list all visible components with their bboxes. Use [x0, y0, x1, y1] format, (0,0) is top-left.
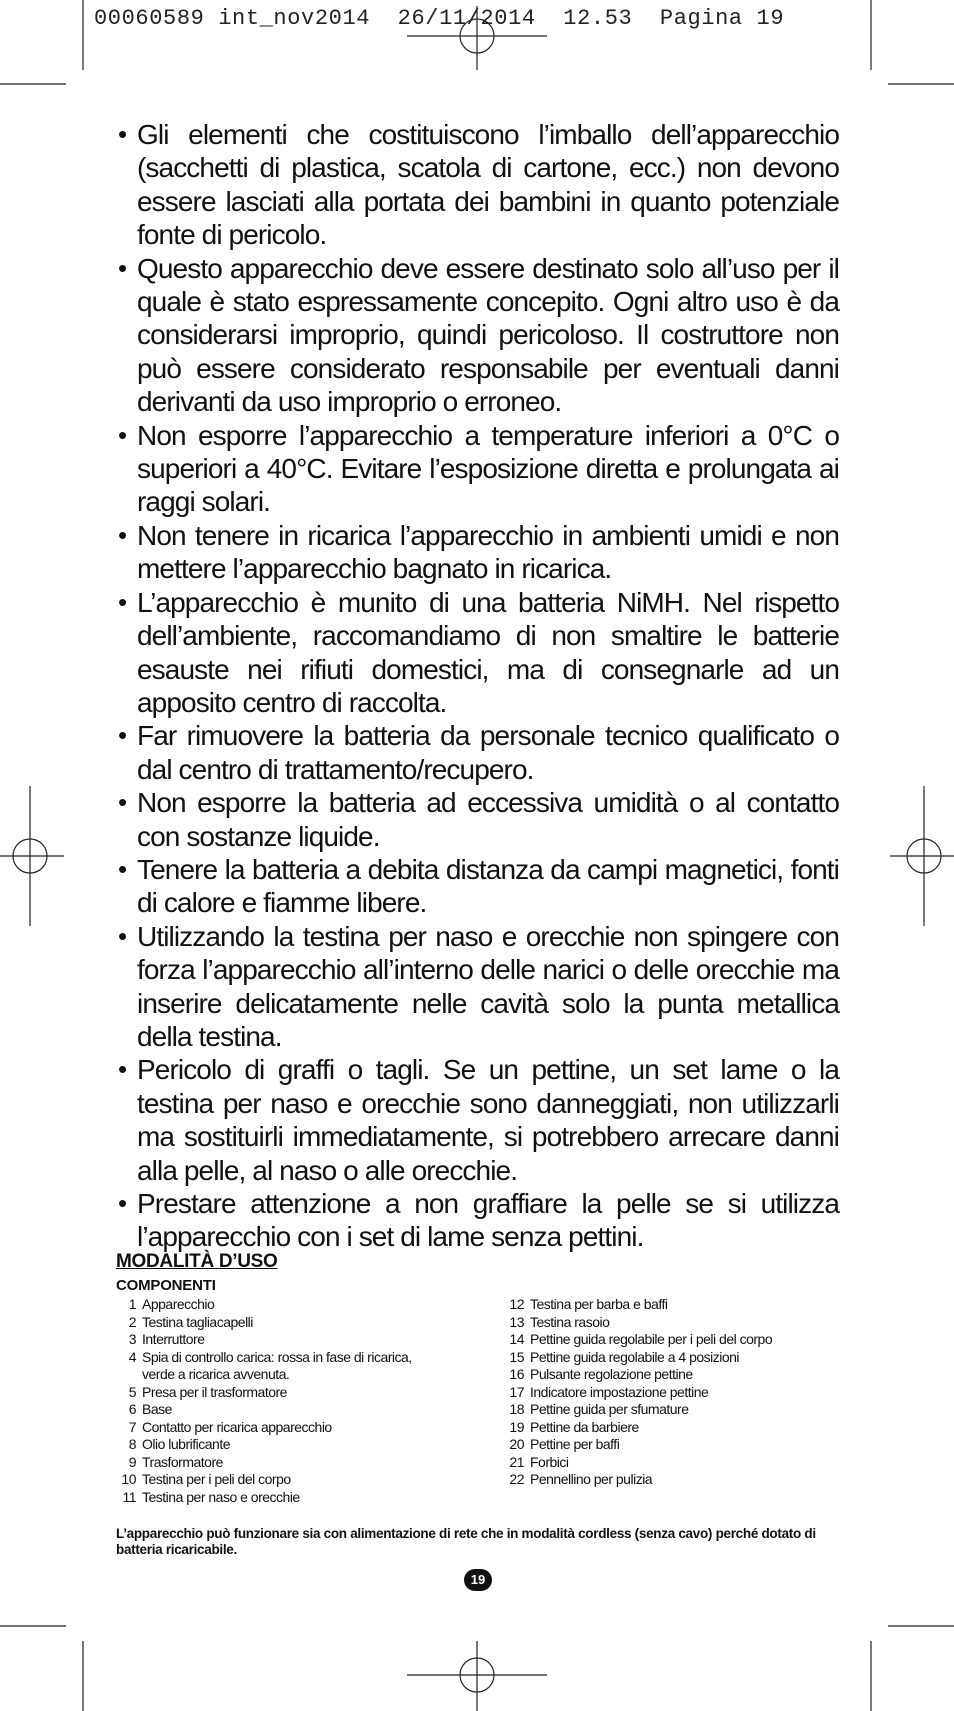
components-list-right: [500, 1296, 840, 1489]
bullet-item: • Prestare attenzione a non graffiare la pelle se si utilizza l’apparecchio con i set di lame senza pettini.: [118, 1188, 839, 1253]
bullet-item: • Pericolo di graffi o tagli. Se un pettine, un set lame o la testina per naso e orecchie sono danneggiati, non utilizzarli ma sostituirli immediatamente, si potrebbero arrecare danni alla pelle, al naso o alle orecchie.: [118, 1054, 839, 1186]
component-item: 21 Forbici: [509, 1453, 569, 1470]
cordless-note: L’apparecchio può funzionare sia con alimentazione di rete che in modalità cordless (senza cavo) perché dotato di batteria ricaricabile.: [116, 1526, 816, 1557]
component-item: 12 Testina per barba e baffi: [509, 1296, 668, 1312]
component-item: 16 Pulsante regolazione pettine: [509, 1366, 693, 1382]
component-item: 4 Spia di controllo carica: rossa in fase di ricarica,: [128, 1348, 412, 1365]
component-item: 15 Pettine guida regolabile a 4 posizioni: [509, 1348, 740, 1365]
component-item-continuation: verde a ricarica avvenuta.: [142, 1366, 290, 1382]
slug-time: 12.53: [563, 6, 633, 31]
component-item: 18 Pettine guida per sfumature: [509, 1401, 689, 1417]
bullet-item: • Far rimuovere la batteria da personale tecnico qualificato o dal centro di trattamento/recupero.: [118, 720, 839, 785]
safety-bullet-list: [118, 118, 839, 1254]
component-item: 7 Contatto per ricarica apparecchio: [128, 1418, 332, 1435]
component-item: 8 Olio lubrificante: [128, 1436, 230, 1452]
component-item: 14 Pettine guida regolabile per i peli del corpo: [509, 1331, 773, 1347]
component-item: 11 Testina per naso e orecchie: [122, 1488, 300, 1505]
bullet-item: • Non tenere in ricarica l’apparecchio in ambienti umidi e non mettere l’apparecchio bagnato in ricarica.: [118, 519, 839, 585]
component-item: 17 Indicatore impostazione pettine: [509, 1383, 709, 1400]
bullet-item: • Questo apparecchio deve essere destinato solo all’uso per il quale è stato espressamente concepito. Ogni altro uso è da considerarsi improprio, quindi pericoloso. Il costruttore non può essere considerato responsabile per eventuali danni derivanti da uso improprio o erroneo.: [118, 252, 839, 418]
bullet-item: • L’apparecchio è munito di una batteria NiMH. Nel rispetto dell’ambiente, raccomandiamo di non smaltire le batterie esauste nei rifiuti domestici, ma di consegnarle ad un apposito centro di raccolta.: [118, 586, 839, 718]
component-item: 2 Testina tagliacapelli: [128, 1313, 253, 1330]
component-item: 22 Pennellino per pulizia: [509, 1471, 653, 1487]
page-number-badge: 19: [464, 1569, 492, 1591]
bullet-item: • Non esporre la batteria ad eccessiva umidità o al contatto con sostanze liquide.: [118, 787, 839, 852]
bullet-item: • Non esporre l’apparecchio a temperature inferiori a 0°C o superiori a 40°C. Evitare l’esposizione diretta e prolungata ai raggi solari.: [118, 419, 839, 518]
print-slug-header: [94, 6, 784, 31]
component-item: 13 Testina rasoio: [509, 1313, 610, 1330]
component-item: 1 Apparecchio: [128, 1296, 215, 1312]
slug-file: 00060589 int_nov2014: [94, 6, 371, 31]
component-item: 20 Pettine per baffi: [509, 1436, 620, 1452]
component-item: 3 Interruttore: [128, 1331, 205, 1347]
component-item: 19 Pettine da barbiere: [509, 1418, 639, 1435]
component-item: 10 Testina per i peli del corpo: [121, 1471, 291, 1487]
section-title: MODALITÀ D’USO: [116, 1251, 278, 1272]
components-title: COMPONENTI: [116, 1277, 216, 1294]
bullet-item: • Utilizzando la testina per naso e orecchie non spingere con forza l’apparecchio all’interno delle narici o delle orecchie ma inserire delicatamente nelle cavità solo la punta metallica della testina.: [118, 920, 839, 1052]
bullet-item: • Tenere la batteria a debita distanza da campi magnetici, fonti di calore e fiamme libere.: [118, 853, 839, 919]
components-list-left: [112, 1296, 482, 1506]
bullet-item: • Gli elementi che costituiscono l’imballo dell’apparecchio (sacchetti di plastica, scatola di cartone, ecc.) non devono essere lasciati alla portata dei bambini in quanto potenziale fonte di pericolo.: [118, 119, 839, 251]
slug-date: 26/11/2014: [397, 6, 536, 31]
component-item: 6 Base: [128, 1401, 172, 1417]
component-item: 5 Presa per il trasformatore: [128, 1383, 287, 1400]
component-item: 9 Trasformatore: [128, 1453, 223, 1470]
slug-page: Pagina 19: [659, 6, 785, 31]
